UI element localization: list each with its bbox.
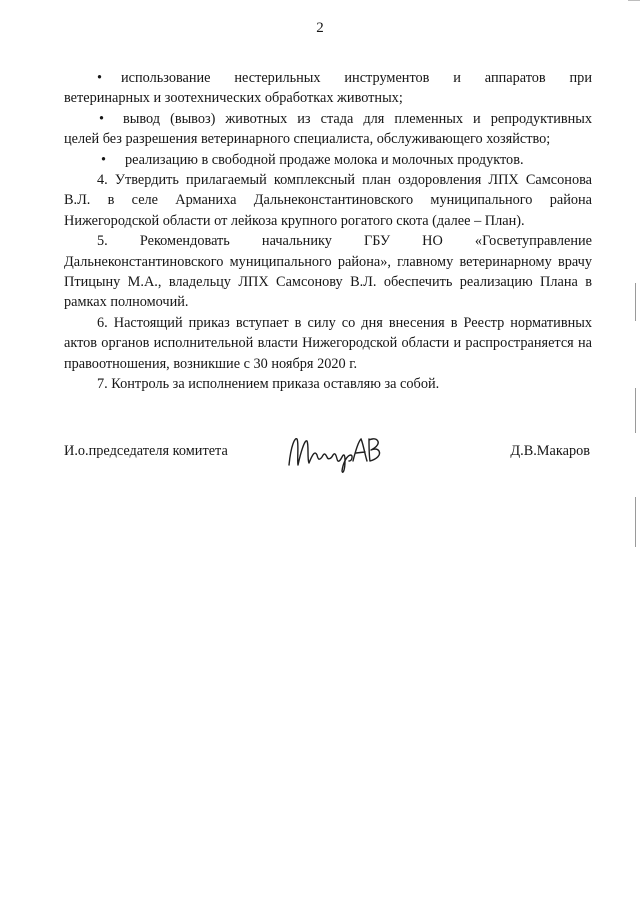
paragraph-item-4: 4. Утвердить прилагаемый комплексный план оздоровления ЛПХ Самсонова В.Л. в селе Арманиха Дальнеконстантиновского муниципального района Нижегородской области от лейкоза крупного рогатого скота (далее – План). [64,172,592,229]
list-item-first-line: • использование нестерильных инструментов и аппаратов при [64,68,592,88]
document-body [64,68,592,395]
paragraph-item-6: 6. Настоящий приказ вступает в силу со дня внесения в Реестр нормативных актов органов исполнительной власти Нижегородской области и распространяется на правоотношения, возникшие с 30 ноября 2020 г. [64,314,592,372]
list-item [64,68,592,109]
handwritten-signature [285,425,395,480]
list-item [64,109,592,150]
paragraph-item-7: 7. Контроль за исполнением приказа оставляю за собой. [97,376,440,393]
bullet-icon: • [101,151,107,168]
paragraph-item-5: 5. Рекомендовать начальнику ГБУ НО «Госветуправление Дальнеконстантиновского муниципального района», главному ветеринарному врачу Птицыну М.А., владельцу ЛПХ Самсонову В.Л. обеспечить реализацию Плана в рамках полномочий. [64,233,592,311]
bullet-icon: • [97,70,103,86]
bullet-icon: • [99,110,105,127]
list-item-first-line: • вывод (вывоз) животных из стада для племенных и репродуктивных [64,109,592,129]
scan-corner-mark [628,0,640,7]
signatory-position: И.о.председателя комитета [64,443,228,459]
scan-edge-mark [635,283,636,321]
list-item [64,150,592,170]
scan-edge-mark [635,388,636,433]
page-number: 2 [316,20,324,36]
list-item-continuation: целей без разрешения ветеринарного специалиста, обслуживающего хозяйство; [64,131,551,148]
scan-edge-mark [635,497,636,547]
signatory-name: Д.В.Макаров [510,443,590,459]
list-item-first-line: • реализацию в свободной продаже молока и молочных продуктов. [64,150,592,170]
list-item-continuation: ветеринарных и зоотехнических обработках животных; [64,90,403,107]
